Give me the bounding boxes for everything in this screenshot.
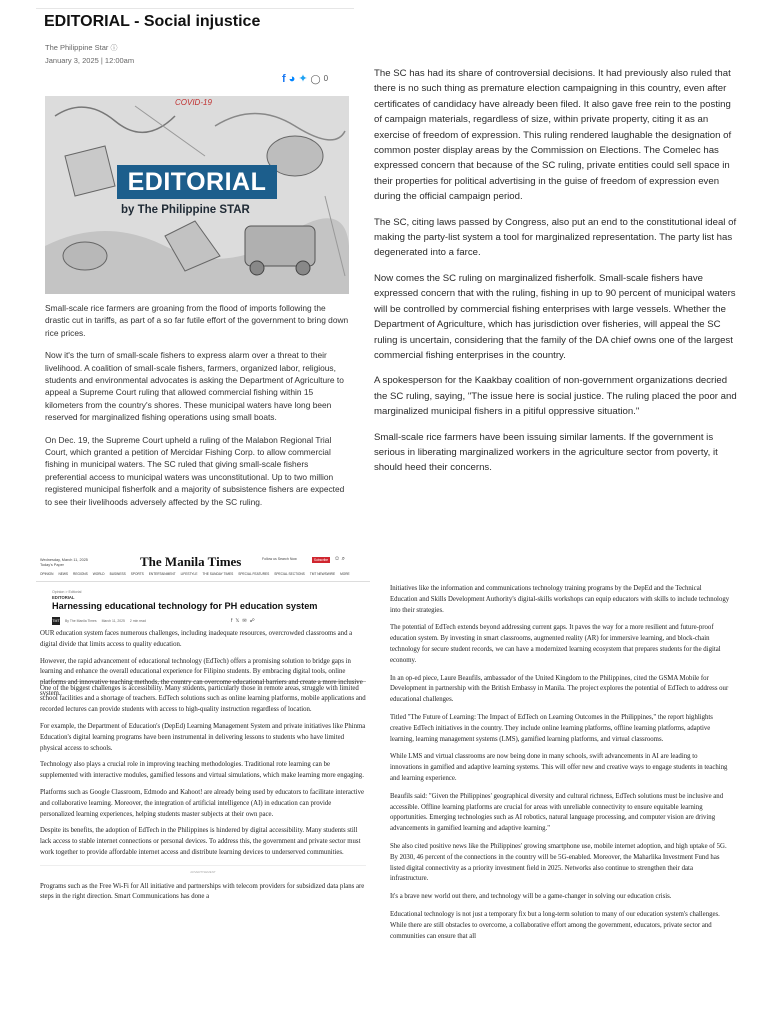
masthead-date: Wednesday, March 11, 2025 Today's Paper (40, 558, 88, 567)
byline (45, 42, 134, 67)
clipped-paragraph (40, 657, 366, 697)
share-icons (231, 618, 255, 624)
nav-item[interactable]: SPECIAL FEATURES (238, 572, 270, 576)
paragraph: She also cited positive news like the Philippines' growing smartphone use, mobile internet adoption, and high uptake of 5G. By 2030, 46 percent of the connections in the country will be 5G-enabled. Moreover, the Maharlika Investment Fund has listed digital connectivity as a priority investment field in 2025. Networks also continue to strengthen their data infrastructure. (390, 842, 727, 883)
pub-date: March 11, 2025 (101, 619, 125, 623)
paragraph: Small-scale rice farmers have been issuing similar laments. If the government is serious in liberating marginalized workers in the agriculture sector from poverty, it should heed their concerns. (374, 431, 718, 474)
facebook-icon[interactable]: f (230, 618, 233, 624)
paragraph: A spokesperson for the Kaakbay coalition of non-government organizations decried the SC ruling, saying, "The issue here is social justice. The ruling placed the poor and marginalized municipal fishers in a pitiful oppressive situation." (374, 375, 737, 418)
article-body-left (45, 302, 349, 518)
breadcrumb[interactable]: Opinion > Editorial (52, 590, 82, 594)
nav-item[interactable]: OPINION (40, 572, 54, 576)
article-body-left (40, 629, 366, 903)
email-icon[interactable]: ✉ (242, 618, 247, 624)
paragraph: Small-scale rice farmers are groaning from the flood of imports following the drastic cut in tariffs, as part of a so far futile effort of the government to bring down rice prices. (45, 303, 349, 338)
twitter-icon[interactable]: 𝕏 (235, 618, 240, 624)
editorial-cartoon-image (45, 96, 349, 294)
masthead-links[interactable]: Follow us Search Now (262, 557, 297, 561)
section-label: EDITORIAL (52, 595, 75, 600)
nav-item[interactable]: TMT NEWSWIRE (309, 572, 336, 576)
read-time: 2 min read (129, 619, 146, 623)
paragraph: However, the rapid advancement of educational technology (EdTech) offers a promising solution to bridge gaps in learning and enhance the overall educational experience for Filipino students. By embracing digital tools, online platforms and innovative teaching methods, the country can overcome educational barriers and create a more inclusive system. (40, 657, 363, 697)
paragraph: It's a brave new world out there, and technology will be a game-changer in solving our education crisis. (390, 893, 672, 901)
paragraph: OUR education system faces numerous challenges, including inadequate resources, overcrowded classrooms and a digital divide that limits access to quality education. (40, 630, 353, 648)
manilatimes-article (0, 548, 768, 1024)
editorial-banner: EDITORIAL (117, 165, 277, 199)
paragraph: While LMS and virtual classrooms are now being done in many schools, swift advancements in AI are leading to innovations in gamified and adaptive learning systems. This will offer new and creative ways to engage students in teaching and learning experience. (390, 753, 728, 782)
paragraph: Technology also plays a crucial role in improving teaching methodologies. Traditional rote learning can be supplemented with interactive modules, gamified lessons and virtual simulations, which make learning more engaging. (40, 761, 364, 780)
subscribe-button[interactable]: Subscribe (313, 558, 329, 562)
source-link[interactable]: The Philippine Star (45, 43, 109, 52)
advertisement-label: ADVERTISEMENT (40, 865, 366, 878)
main-nav (40, 572, 350, 576)
author-avatar: TMT (52, 619, 60, 623)
article-headline: Harnessing educational technology for PH education system (52, 601, 318, 611)
nav-item[interactable]: LIFESTYLE (180, 572, 198, 576)
nav-item[interactable]: ENTERTAINMENT (148, 572, 176, 576)
paragraph: Despite its benefits, the adoption of EdTech in the Philippines is hindered by digital accessibility. Many students still lack access to stable internet connections or personal devices. To address this, the government and private sector must work together to provide affordable internet access and distribute learning devices to underserved communities. (40, 827, 361, 856)
article-title: EDITORIAL - Social injustice (44, 13, 261, 30)
paragraph: One of the biggest challenges is accessibility. Many students, particularly those in remote areas, struggle with limited school facilities and a shortage of teachers. EdTech solutions such as online learning platforms, mobile applications and recorded lectures can provide students with access to high-quality instruction regardless of location. (40, 684, 366, 714)
paragraph: Platforms such as Google Classroom, Edmodo and Kahoot! are already being used by educators to facilitate interactive and collaborative learning. Moreover, the integration of artificial intelligence (AI) in education can provide personalized learning experiences, helping students master subjects at their own pace. (40, 788, 365, 818)
paragraph: On Dec. 19, the Supreme Court upheld a ruling of the Malabon Regional Trial Court, which granted a petition of Mercidar Fishing Corp. to allow commercial fishing in municipal waters. The SC ruled that giving small-scale fishers preferential access to municipal waters was unconstitutional. Up to two million registered municipal fisherfolk and a majority of subsistence fishers are expected to see their livelihoods adversely affected by the SC ruling. (45, 434, 345, 507)
paragraph: Educational technology is not just a temporary fix but a long-term solution to many of our education system's challenges. While there are still obstacles to overcome, a collaborative effort among the government, educators, private sector and communities can ensure that all (390, 910, 720, 940)
twitter-icon[interactable]: ✦ (298, 73, 308, 85)
facebook-icon[interactable]: f (282, 73, 286, 85)
nav-item[interactable]: NEWS (58, 572, 69, 576)
messenger-icon[interactable]: ◕ (288, 73, 296, 85)
title-bar (36, 8, 354, 38)
nav-item[interactable]: SPECIAL SECTIONS (274, 572, 305, 576)
paragraph: Beaufils said: "Given the Philippines' geographical diversity and cultural richness, EdTech solutions must be inclusive and accessible. Offline learning platforms are crucial for areas with unreliable connectivity to ensure equitable learning opportunities. Emerging technologies such as AI robotics, natural language processing, and computer vision are driving advancements in gamified learning and adaptive learning." (390, 792, 724, 833)
nav-item[interactable]: WORLD (92, 572, 105, 576)
paragraph: Now comes the SC ruling on marginalized fisherfolk. Small-scale fishers have expressed concern that with the ruling, fishing in up to 90 percent of municipal waters will be controlled by commercial fishing enterprises with large vessels. Whether the Department of Agriculture, which has jurisdiction over fisheries, will appeal the SC ruling is uncertain, considering that the family of the DA chief owns one of the largest commercial fishing enterprises in the country. (374, 272, 736, 361)
paragraph: Initiatives like the information and communications technology training programs by the DepEd and the Technical Education and Skills Development Authority's digital-skills workshops can equip educators with skills to include technology into their strategies. (390, 585, 730, 614)
cartoon-tag: COVID-19 (175, 98, 212, 107)
paragraph: Titled "The Future of Learning: The Impact of EdTech on Learning Outcomes in the Philippines," the report highlights creative EdTech initiatives in the country. They include online learning platforms, offline learning platforms, adaptive learning, learning management systems (LMS), gamified learning platforms, and virtual classrooms. (390, 713, 713, 743)
link-icon[interactable]: ☍ (249, 618, 255, 624)
editorial-banner-byline: by The Philippine STAR (121, 204, 250, 216)
manila-times-logo[interactable]: The Manila Times (140, 554, 242, 569)
nav-item[interactable]: REGIONS (73, 572, 88, 576)
nav-item[interactable]: THE SUNDAY TIMES (202, 572, 234, 576)
paragraph: The SC, citing laws passed by Congress, also put an end to the constitutional ideal of making the party-list system a tool for marginalized representation. The party list has degenerated into a farce. (374, 216, 737, 259)
nav-item[interactable]: SPORTS (130, 572, 144, 576)
article-body-right (390, 584, 730, 949)
manilatimes-page (36, 550, 370, 1024)
paragraph: The potential of EdTech extends beyond addressing current gaps. It paves the way for a more resilient and future-proof education system. By investing in smart classrooms, augmented reality (AR) for immersive learning, and block-chain technology for secure student records, we can have a modernized learning ecosystem that prepares students for the digital economy. (390, 624, 721, 664)
comment-count: 0 (323, 74, 329, 83)
comment-icon[interactable]: ◯ (310, 74, 321, 84)
paragraph: The SC has had its share of controversial decisions. It had previously also ruled that there is no such thing as premature election campaigning in this country, even after certificates of candidacy have already been filed. It also gave free rein to the posting of campaign materials, regardless of size, within private property, citing it as an exercise of freedom of expression. This ruling rendered laughable the designation of common poster display areas by the Commission on Elections. The Comelec has expressed concern that because of the SC ruling, private entities could sell space in their properties for political advertising in the guise of freedom of expression even during the official campaign period. (374, 68, 732, 203)
paragraph: For example, the Department of Education's (DepEd) Learning Management System and private initiatives like Phinma Education's digital learning programs have been instrumental in delivering lessons to students who have limited physical access to schools. (40, 722, 366, 752)
nav-item[interactable]: BUSINESS (109, 572, 126, 576)
share-bar (282, 72, 328, 86)
author[interactable]: By The Manila Times (65, 619, 97, 623)
info-icon[interactable]: ⓘ (110, 45, 118, 52)
masthead (36, 550, 370, 582)
paragraph: Programs such as the Free Wi-Fi for All initiative and partnerships with telecom providers for subsidized data plans are steps in the right direction. Smart Communications has done a (40, 882, 365, 901)
publish-date: January 3, 2025 | 12:00am (45, 56, 135, 65)
paragraph: In an op-ed piece, Laure Beaufils, ambassador of the United Kingdom to the Philippines, cited the GSMA Mobile for Development in partnership with the British Embassy in Manila. The project explores the potential of EdTech to address our educational challenges. (390, 674, 729, 704)
article-body-right (374, 66, 738, 486)
paragraph: Now it's the turn of small-scale fishers to express alarm over a threat to their livelihood. A coalition of small-scale fishers, farmers, organized labor, religious, students and environmental advocates is asking the Department of Agriculture to appeal a Supreme Court ruling that allowed commercial fishing within 15 kilometers from the country's shores. These municipal waters have long been reserved for marginalized fishing operations using small boats. (45, 350, 344, 423)
article-meta (52, 617, 370, 625)
user-icon[interactable]: ☺ ⌕ (334, 556, 345, 562)
nav-item[interactable]: MORE (340, 572, 350, 576)
